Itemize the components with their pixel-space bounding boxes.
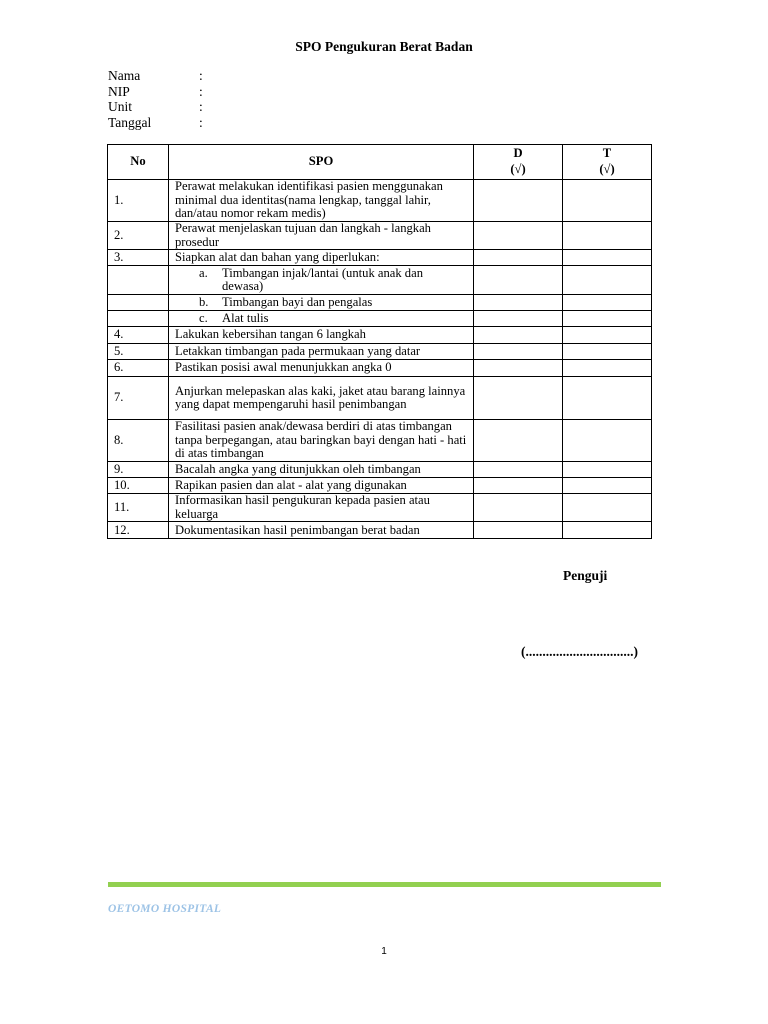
sub-item-letter: c.	[199, 310, 208, 325]
row-step: Fasilitasi pasien anak/dewasa berdiri di atas timbangan tanpa berpegangan, atau baringkan bayi dengan hati - hati di atas timbangan	[169, 420, 474, 462]
table-row	[108, 222, 652, 250]
page-number: 1	[381, 946, 387, 957]
row-number: 9.	[108, 462, 169, 478]
checkbox-cell-t[interactable]	[563, 377, 652, 420]
field-separator: :	[199, 114, 203, 130]
row-number: 5.	[108, 344, 169, 360]
checkbox-cell-d[interactable]	[474, 266, 563, 295]
checkbox-cell-t[interactable]	[563, 180, 652, 222]
row-number	[108, 295, 169, 311]
field-unit	[108, 99, 203, 115]
row-step	[169, 295, 474, 311]
row-step: Letakkan timbangan pada permukaan yang datar	[169, 344, 474, 360]
checkbox-cell-t[interactable]	[563, 462, 652, 478]
field-label: Nama	[108, 68, 141, 83]
checkbox-cell-d[interactable]	[474, 327, 563, 344]
checkbox-cell-d[interactable]	[474, 522, 563, 539]
table-body	[108, 180, 652, 539]
table-row	[108, 462, 652, 478]
row-number: 7.	[108, 377, 169, 420]
field-separator: :	[199, 68, 203, 83]
identity-fields	[108, 68, 203, 130]
sub-item-text: Alat tulis	[222, 310, 269, 325]
sub-item-letter: b.	[199, 294, 209, 309]
field-separator: :	[199, 83, 203, 99]
table-row	[108, 360, 652, 377]
table-row	[108, 420, 652, 462]
header-d	[474, 145, 563, 180]
field-label: Tanggal	[108, 114, 152, 130]
header-t	[563, 145, 652, 180]
row-step: Rapikan pasien dan alat - alat yang digunakan	[169, 478, 474, 494]
checkbox-cell-t[interactable]	[563, 295, 652, 311]
checkbox-cell-t[interactable]	[563, 494, 652, 522]
checkbox-cell-d[interactable]	[474, 377, 563, 420]
table-row	[108, 295, 652, 311]
document-title: SPO Pengukuran Berat Badan	[295, 39, 473, 54]
checkbox-cell-d[interactable]	[474, 462, 563, 478]
row-step	[169, 266, 474, 295]
row-step: Pastikan posisi awal menunjukkan angka 0	[169, 360, 474, 377]
checkbox-cell-t[interactable]	[563, 327, 652, 344]
header-no: No	[108, 145, 169, 180]
checkbox-cell-d[interactable]	[474, 295, 563, 311]
checkbox-cell-t[interactable]	[563, 222, 652, 250]
row-step: Perawat menjelaskan tujuan dan langkah - langkah prosedur	[169, 222, 474, 250]
checkbox-cell-d[interactable]	[474, 311, 563, 327]
row-step: Dokumentasikan hasil penimbangan berat badan	[169, 522, 474, 539]
field-label: NIP	[108, 83, 130, 99]
spo-checklist-table	[107, 144, 652, 539]
examiner-label: Penguji	[563, 568, 608, 583]
sub-item-letter: a.	[199, 265, 208, 280]
row-number: 10.	[108, 478, 169, 494]
row-step: Informasikan hasil pengukuran kepada pasien atau keluarga	[169, 494, 474, 522]
checkbox-cell-t[interactable]	[563, 266, 652, 295]
row-step: Perawat melakukan identifikasi pasien menggunakan minimal dua identitas(nama lengkap, tanggal lahir, dan/atau nomor rekam medis)	[169, 180, 474, 222]
row-step: Bacalah angka yang ditunjukkan oleh timbangan	[169, 462, 474, 478]
footer-hospital-name: OETOMO HOSPITAL	[108, 903, 222, 915]
row-number: 3.	[108, 250, 169, 266]
sub-item-text: Timbangan injak/lantai (untuk anak dan dewasa)	[222, 265, 423, 294]
row-number: 6.	[108, 360, 169, 377]
checkbox-cell-d[interactable]	[474, 180, 563, 222]
row-step: Anjurkan melepaskan alas kaki, jaket atau barang lainnya yang dapat mempengaruhi hasil penimbangan	[169, 377, 474, 420]
sub-item	[175, 267, 467, 294]
header-t-mark: (√)	[599, 162, 615, 176]
checkbox-cell-t[interactable]	[563, 420, 652, 462]
checkbox-cell-t[interactable]	[563, 250, 652, 266]
header-d-label: D	[513, 146, 523, 161]
row-step	[169, 311, 474, 327]
checkbox-cell-t[interactable]	[563, 522, 652, 539]
checkbox-cell-t[interactable]	[563, 360, 652, 377]
sub-item-text: Timbangan bayi dan pengalas	[222, 294, 373, 309]
sub-item	[175, 296, 467, 310]
table-header-row	[108, 145, 652, 180]
table-row	[108, 311, 652, 327]
table-row	[108, 327, 652, 344]
checkbox-cell-t[interactable]	[563, 344, 652, 360]
checkbox-cell-d[interactable]	[474, 360, 563, 377]
table-row	[108, 250, 652, 266]
table-row	[108, 522, 652, 539]
checkbox-cell-d[interactable]	[474, 344, 563, 360]
table-row	[108, 180, 652, 222]
row-step: Lakukan kebersihan tangan 6 langkah	[169, 327, 474, 344]
checkbox-cell-d[interactable]	[474, 420, 563, 462]
header-d-mark: (√)	[510, 162, 526, 176]
row-number	[108, 311, 169, 327]
table-row	[108, 494, 652, 522]
checkbox-cell-t[interactable]	[563, 311, 652, 327]
row-number: 4.	[108, 327, 169, 344]
checkbox-cell-d[interactable]	[474, 494, 563, 522]
row-number: 12.	[108, 522, 169, 539]
footer-divider	[108, 882, 661, 887]
sub-item	[175, 312, 467, 326]
checkbox-cell-d[interactable]	[474, 222, 563, 250]
field-nama	[108, 68, 203, 84]
field-nip	[108, 84, 203, 100]
row-step: Siapkan alat dan bahan yang diperlukan:	[169, 250, 474, 266]
header-spo: SPO	[169, 145, 474, 180]
header-t-label: T	[602, 146, 612, 161]
row-number: 1.	[108, 180, 169, 222]
row-number: 2.	[108, 222, 169, 250]
signature-line: (................................)	[521, 644, 638, 659]
table-row	[108, 344, 652, 360]
checkbox-cell-d[interactable]	[474, 250, 563, 266]
table-row	[108, 266, 652, 295]
table-row	[108, 377, 652, 420]
checkbox-cell-d[interactable]	[474, 478, 563, 494]
row-number: 11.	[108, 494, 169, 522]
row-number	[108, 266, 169, 295]
field-tanggal	[108, 115, 203, 131]
table-row	[108, 478, 652, 494]
checkbox-cell-t[interactable]	[563, 478, 652, 494]
row-number: 8.	[108, 420, 169, 462]
field-label: Unit	[108, 99, 133, 114]
field-separator: :	[199, 99, 203, 114]
